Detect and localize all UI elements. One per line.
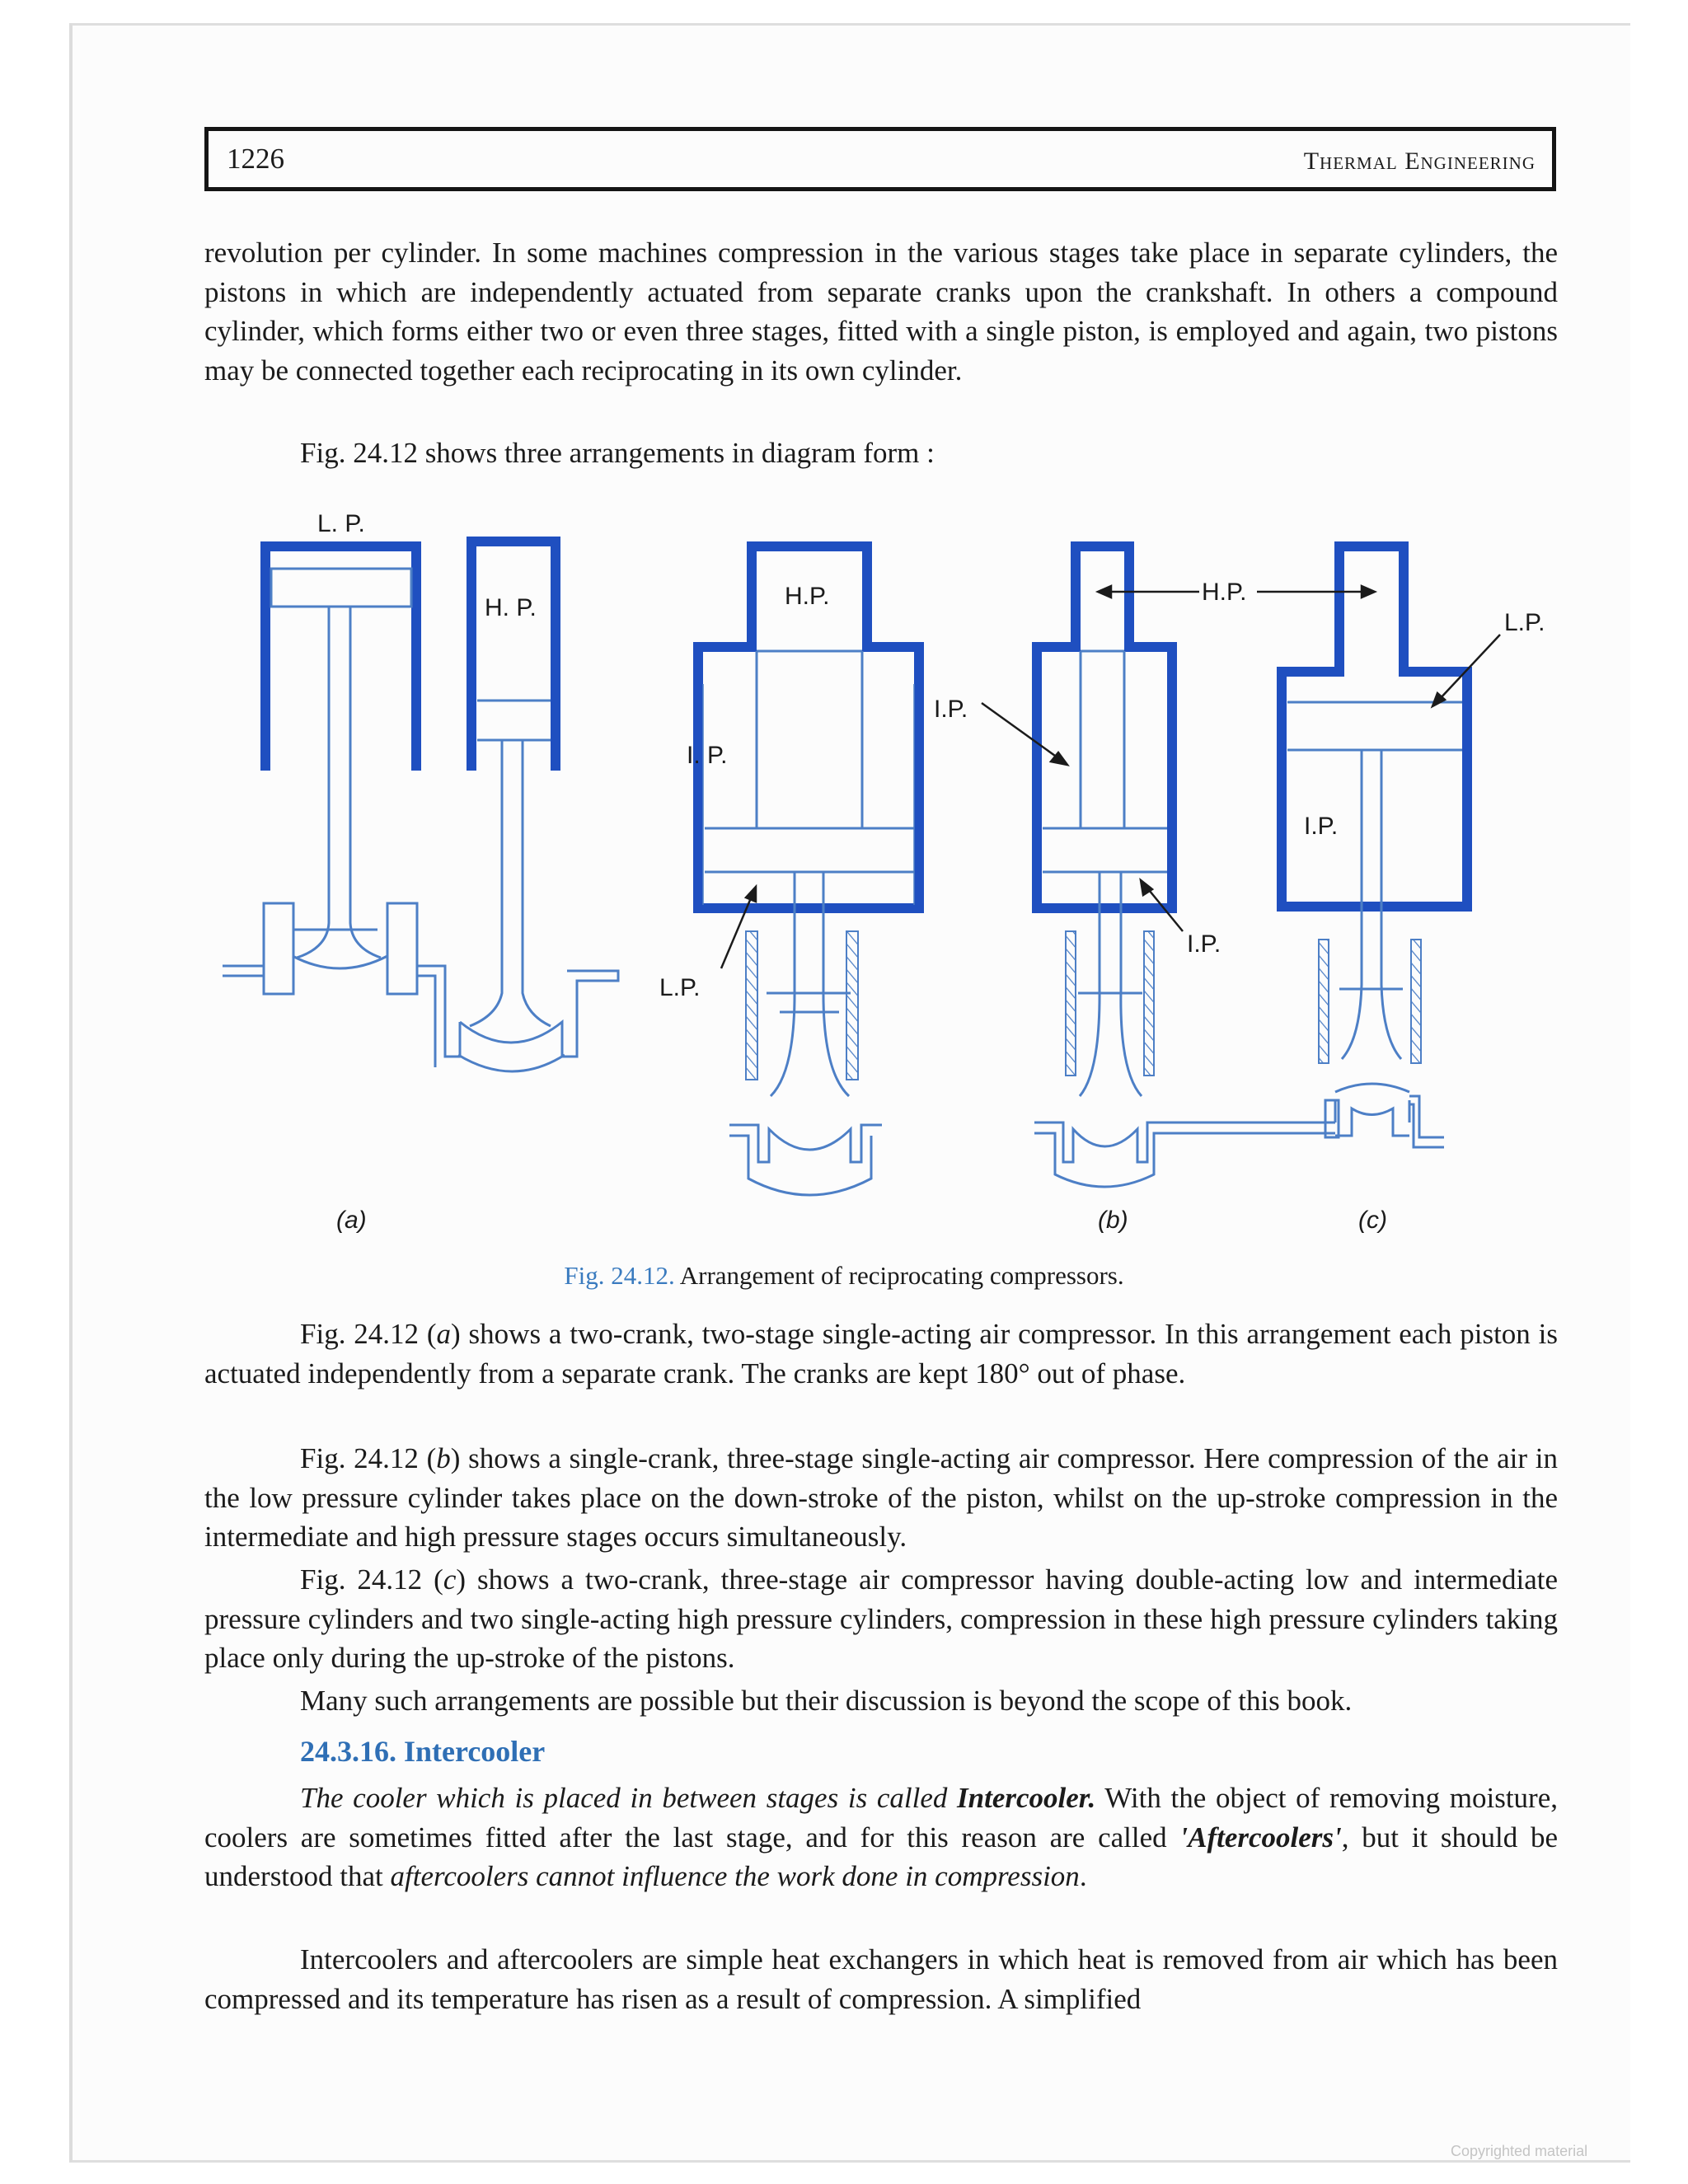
sublabel-b: (b)	[1098, 1207, 1128, 1234]
p7-text-e: , but it should be understood that	[204, 1821, 1559, 1892]
paragraph-4	[204, 1439, 1558, 1557]
p3-text-c: ) shows a two-crank, two-stage single-acting air compressor. In this arrangement each piston is actuated independently from a separate crank. The cranks are kept 180° out of phase.	[204, 1318, 1558, 1390]
p7-italic-a: The cooler which is placed in between stages is called	[300, 1782, 958, 1814]
p7-term-intercooler: Intercooler.	[957, 1782, 1096, 1814]
label-b2-ip-right: I.P.	[1187, 930, 1221, 958]
p4-italic: b	[436, 1442, 451, 1474]
sublabel-a: (a)	[336, 1207, 367, 1234]
p7-text-g: .	[1079, 1860, 1087, 1892]
label-c-ip: I.P.	[1304, 813, 1339, 840]
paragraph-7	[204, 1779, 1558, 1896]
paragraph-6: Many such arrangements are possible but their discussion is beyond the scope of this book.	[300, 1685, 1353, 1717]
figure-caption	[0, 1261, 1688, 1291]
p7-text-c: With the object of removing moisture, coolers are sometimes fitted after the last stage, and for this reason are called	[204, 1782, 1558, 1854]
label-a-hp: H. P.	[485, 594, 537, 621]
p5-italic: c	[443, 1563, 457, 1596]
p7-term-aftercoolers: 'Aftercoolers'	[1179, 1821, 1342, 1854]
p3-italic: a	[436, 1318, 452, 1350]
figure-24-12	[206, 494, 1566, 1253]
p3-text-a: Fig. 24.12 (	[300, 1318, 437, 1350]
paragraph-3	[204, 1315, 1558, 1393]
page-number: 1226	[227, 143, 284, 175]
book-title: Thermal Engineering	[1303, 148, 1536, 175]
paragraph-8: Intercoolers and aftercoolers are simple heat exchangers in which heat is removed from air which has been compressed and its temperature has risen as a result of compression. A simplified	[204, 1943, 1558, 2015]
paragraph-5	[204, 1560, 1558, 1678]
p7-italic-f: aftercoolers cannot influence the work done in compression	[390, 1860, 1080, 1892]
sublabel-c: (c)	[1358, 1207, 1387, 1234]
running-header	[204, 127, 1556, 191]
label-a-lp: L. P.	[317, 510, 365, 537]
label-c-lp: L.P.	[1504, 609, 1545, 636]
section-heading: 24.3.16. Intercooler	[300, 1735, 546, 1768]
p4-text-a: Fig. 24.12 (	[300, 1442, 437, 1474]
label-b-lp: L.P.	[659, 974, 701, 1001]
paragraph-1: revolution per cylinder. In some machines compression in the various stages take place in separate cylinders, the pistons in which are independently actuated from separate cranks upon the crankshaft. In others a compound cylinder, which forms either two or even three stages, fitted with a single piston, is employed and again, two pistons may be connected together each reciprocating in its own cylinder.	[204, 237, 1558, 387]
fig-c-compound-cylinder	[1282, 546, 1467, 1147]
label-b2-hp: H.P.	[1202, 579, 1247, 606]
fig-a-lp-cylinder	[223, 546, 417, 994]
label-b-hp: H.P.	[785, 583, 830, 610]
label-b2-ip-left: I.P.	[934, 696, 968, 723]
fig-b2-compound-cylinder	[1034, 546, 1335, 1187]
p5-text-a: Fig. 24.12 (	[300, 1563, 443, 1596]
label-b-ip: I. P.	[687, 742, 728, 769]
figure-caption-number: Fig. 24.12.	[564, 1261, 675, 1290]
fig-b-compound-cylinder	[698, 546, 919, 1195]
p5-text-c: ) shows a two-crank, three-stage air compressor having double-acting low and intermediate pressure cylinders and two single-acting high pressure cylinders, compression in these high pressure cylinders taking place only during the up-stroke of the pistons.	[204, 1563, 1558, 1674]
p4-text-c: ) shows a single-crank, three-stage single-acting air compressor. Here compression of the air in the low pressure cylinder takes place on the down-stroke of the piston, whilst on the up-stroke compression in the intermediate and high pressure stages occurs simultaneously.	[204, 1442, 1558, 1553]
paragraph-2: Fig. 24.12 shows three arrangements in diagram form :	[300, 437, 935, 469]
figure-caption-text: Arrangement of reciprocating compressors.	[674, 1261, 1124, 1290]
copyright-watermark: Copyrighted material	[1451, 2143, 1588, 2159]
